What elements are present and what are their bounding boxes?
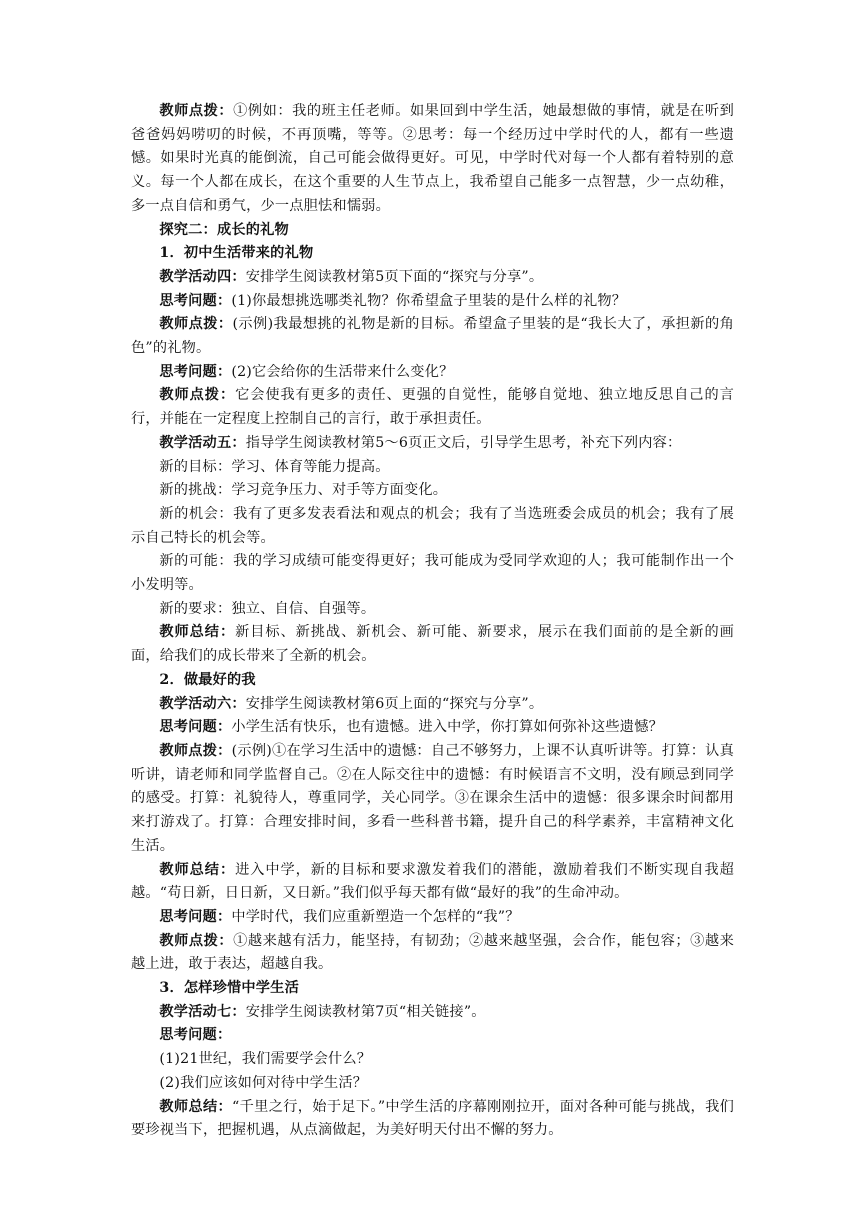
bold-lead: 教师点拨： [159, 103, 234, 119]
paragraph-text: 小学生活有快乐，也有遗憾。进入中学，你打算如何弥补这些遗憾？ [231, 719, 663, 736]
paragraph [131, 1048, 734, 1072]
paragraph [131, 361, 734, 385]
bold-lead: 思考问题： [159, 292, 232, 309]
bold-lead: 思考问题： [159, 719, 232, 736]
paragraph-text: 安排学生阅读教材第7页“相关链接”。 [245, 1003, 486, 1020]
bold-lead: 思考问题： [159, 1027, 232, 1044]
paragraph [131, 740, 734, 859]
paragraph [131, 716, 734, 740]
paragraph [131, 693, 734, 717]
bold-lead: 教师点拨： [159, 387, 236, 404]
paragraph [131, 1001, 734, 1025]
paragraph-text: 新的要求：独立、自信、自强等。 [159, 600, 376, 617]
bold-lead: 教师点拨： [159, 742, 232, 759]
paragraph-text: “千里之行，始于足下。”中学生活的序幕刚刚拉开，面对各种可能与挑战，我们要珍视当下，把握机遇，从点滴做起，为美好明天付出不懈的努力。 [131, 1098, 734, 1139]
bold-lead: 思考问题： [159, 363, 232, 380]
paragraph-text: 中学时代，我们应重新塑造一个怎样的“我”？ [231, 908, 520, 925]
bold-lead: 教师总结： [159, 1098, 233, 1115]
paragraph [131, 266, 734, 290]
paragraph-text: (2)它会给你的生活带来什么变化？ [231, 363, 454, 380]
paragraph-text: 新的挑战：学习竞争压力、对手等方面变化。 [159, 482, 448, 499]
bold-lead: 教学活动六： [159, 695, 246, 712]
bold-lead: 2．做最好的我 [159, 671, 256, 688]
paragraph-text: (示例)①在学习生活中的遗憾：自己不够努力，上课不认真听讲等。打算：认真听讲，请老师和同学监督自己。②在人际交往中的遗憾：有时候语言不文明，没有顾忌到同学的感受。打算：礼貌待人，尊重同学，关心同学。③在课余生活中的遗憾：很多课余时间都用来打游戏了。打算：合理安排时间，多看一些科普书籍，提升自己的科学素养，丰富精神文化生活。 [131, 742, 734, 854]
paragraph [131, 930, 734, 977]
subsection-heading [131, 242, 734, 266]
paragraph-text: 它会使我有更多的责任、更强的自觉性，能够自觉地、独立地反思自己的言行，并能在一定程度上控制自己的言行，敢于承担责任。 [131, 387, 734, 428]
bold-lead: 教学活动七： [159, 1003, 246, 1020]
paragraph-text: 安排学生阅读教材第5页下面的“探究与分享”。 [245, 268, 544, 285]
paragraph [131, 859, 734, 906]
bold-lead: 探究二：成长的礼物 [159, 221, 289, 238]
bold-lead: 1．初中生活带来的礼物 [159, 245, 314, 262]
bold-lead: 教师点拨： [159, 316, 233, 333]
paragraph [131, 906, 734, 930]
paragraph [131, 503, 734, 550]
paragraph [131, 1096, 734, 1143]
paragraph-text: 新的可能：我的学习成绩可能变得更好；我可能成为受同学欢迎的人；我可能制作出一个小发明等。 [131, 553, 734, 594]
paragraph-text: 进入中学，新的目标和要求激发着我们的潜能，激励着我们不断实现自我超越。“苟日新，日日新，又日新。”我们似乎每天都有做“最好的我”的生命冲动。 [131, 861, 734, 902]
paragraph [131, 1072, 734, 1096]
subsection-heading [131, 977, 734, 1001]
bold-lead: 教师总结： [159, 624, 236, 641]
paragraph-text: 新目标、新挑战、新机会、新可能、新要求，展示在我们面前的是全新的画面，给我们的成长带来了全新的机会。 [131, 624, 734, 665]
paragraph [131, 550, 734, 597]
paragraph-text: (1)你最想挑选哪类礼物？你希望盒子里装的是什么样的礼物？ [231, 292, 627, 309]
subsection-heading [131, 669, 734, 693]
paragraph-text: (2)我们应该如何对待中学生活？ [159, 1074, 368, 1091]
paragraph [131, 432, 734, 456]
paragraph [131, 384, 734, 431]
paragraph [131, 456, 734, 480]
bold-lead: 教师点拨： [159, 932, 234, 949]
paragraph [131, 598, 734, 622]
paragraph-text: ①越来越有活力，能坚持，有韧劲；②越来越坚强，会合作，能包容；③越来越上进，敢于表达，超越自我。 [131, 932, 734, 973]
paragraph-text: (示例)我最想挑的礼物是新的目标。希望盒子里装的是“我长大了，承担新的角色”的礼物。 [131, 316, 734, 357]
paragraph-text: 指导学生阅读教材第5～6页正文后，引导学生思考，补充下列内容： [245, 434, 682, 451]
paragraph [131, 479, 734, 503]
paragraph [131, 621, 734, 668]
section-heading [131, 219, 734, 243]
paragraph-text: 新的目标：学习、体育等能力提高。 [159, 458, 390, 475]
paragraph-text: (1)21世纪，我们需要学会什么？ [159, 1051, 372, 1068]
paragraph [131, 313, 734, 360]
paragraph [131, 100, 734, 219]
paragraph-text: 安排学生阅读教材第6页上面的“探究与分享”。 [245, 695, 544, 712]
bold-lead: 教师总结： [159, 861, 236, 878]
bold-lead: 教学活动四： [159, 268, 246, 285]
paragraph [131, 290, 734, 314]
bold-lead: 思考问题： [159, 908, 232, 925]
bold-lead: 教学活动五： [159, 434, 246, 451]
document-page [131, 100, 734, 1143]
paragraph-text: 新的机会：我有了更多发表看法和观点的机会；我有了当选班委会成员的机会；我有了展示自己特长的机会等。 [131, 505, 734, 546]
paragraph [131, 1024, 734, 1048]
bold-lead: 3．怎样珍惜中学生活 [159, 980, 299, 997]
paragraph-text: ①例如：我的班主任老师。如果回到中学生活，她最想做的事情，就是在听到爸爸妈妈唠叨的时候，不再顶嘴，等等。②思考：每一个经历过中学时代的人，都有一些遗憾。如果时光真的能倒流，自己可能会做得更好。可见，中学时代对每一个人都有着特别的意义。每一个人都在成长，在这个重要的人生节点上，我希望自己能多一点智慧，少一点幼稚，多一点自信和勇气，少一点胆怯和懦弱。 [131, 103, 734, 214]
